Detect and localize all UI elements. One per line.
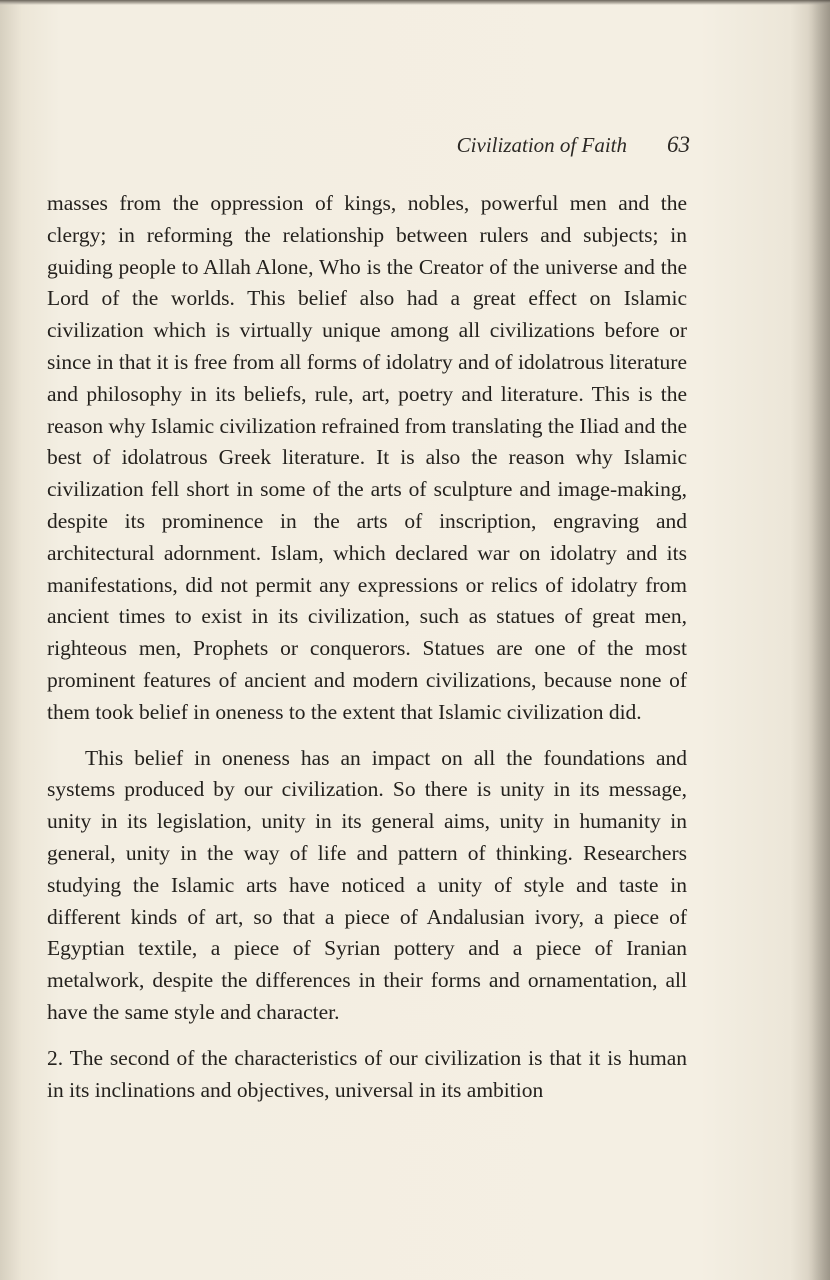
paragraph-second-characteristic: 2. The second of the characteristics of our civilization is that it is human in its inclinations and objectives, universal in its ambition <box>47 1045 687 1102</box>
page-number: 63 <box>667 132 690 157</box>
body-text <box>47 188 687 1106</box>
page-top-edge <box>0 0 830 5</box>
paragraph-oneness: This belief in oneness has an impact on all the foundations and systems produced by our civilization. So there is unity in its message, unity in its legislation, unity in its general aims, unity in humanity in general, unity in the way of life and pattern of thinking. Researchers studying the Islamic arts have noticed a unity of style and taste in different kinds of art, so that a piece of Andalusian ivory, a piece of Egyptian textile, a piece of Syrian pottery and a piece of Iranian metalwork, despite the differences in their forms and ornamentation, all have the same style and character. <box>47 745 687 1024</box>
running-header <box>0 132 690 158</box>
paragraph-continued: masses from the oppression of kings, nobles, powerful men and the clergy; in reforming the relationship between rulers and subjects; in guiding people to Allah Alone, Who is the Creator of the universe and the Lord of the worlds. This belief also had a great effect on Islamic civilization which is virtually unique among all civilizations before or since in that it is free from all forms of idolatry and of idolatrous literature and philosophy in its beliefs, rule, art, poetry and literature. This is the reason why Islamic civilization refrained from translating the Iliad and the best of idolatrous Greek literature. It is also the reason why Islamic civilization fell short in some of the arts of sculpture and image-making, despite its prominence in the arts of inscription, engraving and architectural adornment. Islam, which declared war on idolatry and its manifestations, did not permit any expressions or relics of idolatry from ancient times to exist in its civilization, such as statues of great men, righteous men, Prophets or conquerors. Statues are one of the most prominent features of ancient and modern civilizations, because none of them took belief in oneness to the extent that Islamic civilization did. <box>47 191 687 724</box>
running-title: Civilization of Faith <box>456 133 627 157</box>
page-right-edge-shadow <box>808 0 830 1280</box>
